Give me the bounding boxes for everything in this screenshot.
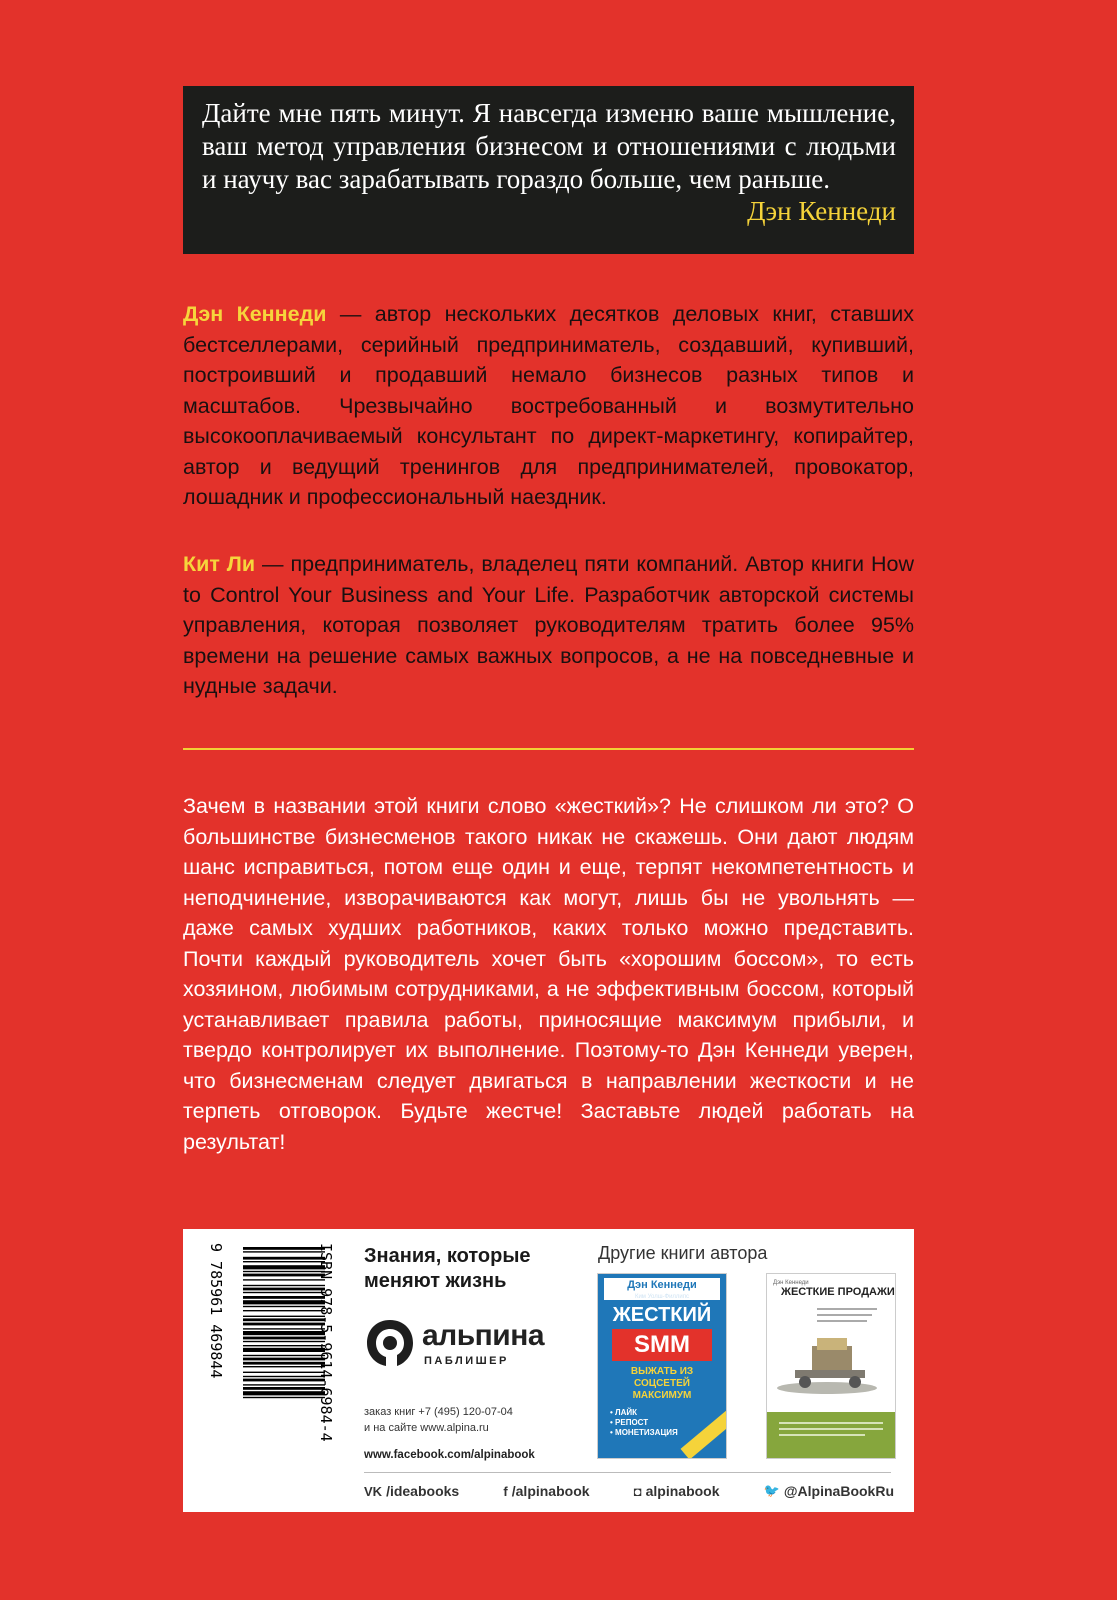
vk-icon: VK (364, 1483, 383, 1499)
divider (183, 748, 914, 750)
instagram-icon: ◘ (633, 1483, 642, 1499)
book2-title: ЖЕСТКИЕ ПРОДАЖИ (781, 1286, 895, 1298)
facebook-link[interactable]: www.facebook.com/alpinabook (364, 1449, 535, 1461)
order-info (364, 1404, 564, 1436)
book1-coauthor: Ким Уолш-Филлипс (634, 1294, 690, 1300)
quote-author: Дэн Кеннеди (747, 196, 896, 226)
book2-illustration-icon (767, 1328, 895, 1398)
social-link-twitter[interactable]: 🐦 @AlpinaBookRu (763, 1483, 894, 1499)
social-link-vk[interactable]: VK /ideabooks (364, 1483, 460, 1499)
order-site: и на сайте www.alpina.ru (364, 1422, 489, 1434)
author-bio-li (183, 549, 914, 702)
author-name: Дэн Кеннеди (183, 302, 327, 326)
order-phone: заказ книг +7 (495) 120-07-04 (364, 1406, 513, 1418)
quote-text: Дайте мне пять минут. Я навсегда изменю ваше мышление, ваш метод управления бизнесом и отношениями с людьми и научу вас зарабатывать гораздо больше, чем раньше. (202, 98, 896, 194)
book1-title: ЖЕСТКИЙ (612, 1304, 712, 1326)
other-books-label: Другие книги автора (598, 1243, 768, 1263)
book1-bullet: • МОНЕТИЗАЦИЯ (610, 1428, 678, 1437)
panel-divider (364, 1472, 891, 1473)
social-link-facebook[interactable]: f /alpinabook (503, 1483, 590, 1499)
publisher-logo (364, 1317, 564, 1367)
book1-bullet: • ЛАЙК (610, 1408, 638, 1417)
book1-subtitle: ВЫЖАТЬ ИЗ СОЦСЕТЕЙ МАКСИМУМ (630, 1366, 694, 1401)
book2-author: Дэн Кеннеди (773, 1280, 809, 1286)
book1-title-smm: SMM (612, 1329, 712, 1361)
alpina-logo-icon (364, 1317, 416, 1369)
book1-bullet: • РЕПОСТ (610, 1418, 649, 1427)
author-bio-text: — автор нескольких десятков деловых книг, ставших бестселлерами, серийный предприниматель, создавший, купивший, построивший и продавший немало бизнесов разных типов и масштабов. Чрезвычайно востребованный и возмутительно высокооплачиваемый консультант по директ-маркетингу, копирайтер, автор и ведущий тренингов для предпринимателей, провокатор, лошадник и профессиональный наездник. (183, 302, 914, 509)
facebook-icon: f (503, 1483, 508, 1499)
quote-box (183, 86, 914, 254)
barcode-digits: 9 785961 469844 (207, 1243, 225, 1379)
social-link-instagram[interactable]: ◘ alpinabook (633, 1483, 720, 1499)
publisher-logo-name: альпина (422, 1319, 545, 1352)
book1-author: Дэн Кеннеди (604, 1278, 720, 1300)
author-name: Кит Ли (183, 552, 256, 576)
publisher-slogan: Знания, которые меняют жизнь (364, 1245, 531, 1292)
book-cover-hard-sales[interactable] (767, 1274, 895, 1458)
book2-tagline (817, 1308, 885, 1328)
book2-footer (767, 1412, 895, 1458)
author-bio-text: — предприниматель, владелец пяти компаний. Автор книги How to Control Your Business and Your Life. Разработчик авторской системы управления, которая позволяет руководителям тратить более 95% времени на решение самых важных вопросов, а не на повседневные и нудные задачи. (183, 552, 914, 698)
barcode (203, 1239, 338, 1469)
isbn-text: ISBN 978-5-9614-6984-4 (317, 1243, 335, 1442)
book-cover-smm[interactable] (598, 1274, 726, 1458)
publisher-panel (183, 1229, 914, 1512)
social-links (364, 1483, 894, 1499)
author-bio-kennedy (183, 299, 914, 513)
publisher-logo-sub: ПАБЛИШЕР (424, 1355, 509, 1367)
twitter-icon: 🐦 (763, 1483, 780, 1498)
book-description: Зачем в названии этой книги слово «жесткий»? Не слишком ли это? О большинстве бизнесменов такого никак не скажешь. Они дают людям шанс исправиться, потом еще один и еще, терпят некомпетентность и неподчинение, изворачиваются как могут, лишь бы не увольнять — даже самых худших работников, каких только можно представить. Почти каждый руководитель хочет быть «хорошим боссом», то есть хозяином, любимым сотрудниками, а не эффективным боссом, который устанавливает правила работы, приносящие максимум прибыли, и твердо контролирует их выполнение. Поэтому-то Дэн Кеннеди уверен, что бизнесменам следует двигаться в направлении жесткости и не терпеть отговорок. Будьте жестче! Заставьте людей работать на результат! (183, 794, 914, 1154)
